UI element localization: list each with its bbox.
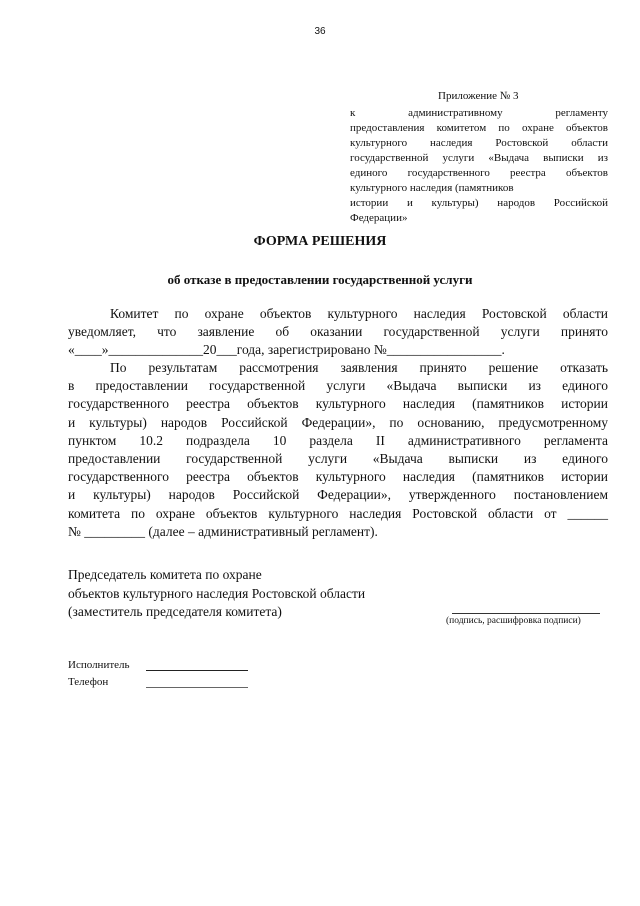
chairman-title-line: объектов культурного наследия Ростовской области: [68, 585, 366, 601]
appendix-line: культурного наследия (памятников: [350, 182, 514, 194]
refusal-paragraph: [68, 359, 608, 541]
paragraph-line: в предоставлении государственной услуги «Выдача выписки из единого: [68, 378, 608, 394]
paragraph-line: и культуры) народов Российской Федерации», утвержденного постановлением: [68, 487, 608, 503]
form-subtitle: об отказе в предоставлении государственной услуги: [167, 272, 473, 287]
paragraph-line: № _________ (далее – административный регламент).: [68, 523, 378, 539]
paragraph-line: «____»______________20___года, зарегистрировано №_________________.: [68, 342, 505, 358]
appendix-line: к административному регламенту: [350, 107, 608, 119]
paragraph-line: предоставлении государственной услуги «Выдача выписки из единого: [68, 451, 608, 467]
performer-label: Исполнитель: [68, 659, 130, 671]
form-title: ФОРМА РЕШЕНИЯ: [253, 234, 387, 249]
paragraph-line: уведомляет, что заявление об оказании государственной услуги принято: [68, 324, 608, 340]
signature-line: [452, 613, 600, 614]
paragraph-line: комитета по охране объектов культурного наследия Ростовской области от ______: [68, 505, 608, 521]
appendix-line: Федерации»: [350, 212, 408, 224]
appendix-title: Приложение № 3: [438, 90, 519, 102]
paragraph-line: государственного реестра объектов культурного наследия (памятников истории: [68, 396, 608, 412]
performer-field: [146, 660, 248, 671]
signature-caption: (подпись, расшифровка подписи): [446, 616, 581, 626]
chairman-block: [68, 566, 365, 622]
appendix-reference: [350, 106, 608, 226]
paragraph-line: пунктом 10.2 подраздела 10 раздела II административного регламента: [68, 432, 608, 448]
paragraph-line: государственного реестра объектов культурного наследия (памятников истории: [68, 469, 608, 485]
notice-paragraph: [68, 305, 608, 360]
appendix-line: культурного наследия Ростовской области: [350, 137, 608, 149]
page-number: 36: [314, 26, 326, 37]
paragraph-line: и культуры) народов Российской Федерации», по основанию, предусмотренному: [68, 414, 608, 430]
phone-label: Телефон: [68, 676, 109, 688]
appendix-line: единого государственного реестра объектов: [350, 167, 608, 179]
paragraph-line: По результатам рассмотрения заявления принято решение отказать: [110, 360, 608, 375]
chairman-title-line: Председатель комитета по охране: [68, 567, 262, 582]
performer-row: [68, 657, 248, 674]
appendix-line: истории и культуры) народов Российской: [350, 197, 608, 209]
appendix-line: предоставления комитетом по охране объектов: [350, 122, 608, 134]
chairman-title-line: (заместитель председателя комитета): [68, 604, 282, 619]
phone-field: [146, 677, 248, 688]
executor-block: [68, 657, 248, 691]
phone-row: [68, 674, 248, 691]
appendix-line: государственной услуги «Выдача выписки из: [350, 152, 608, 164]
paragraph-line: Комитет по охране объектов культурного наследия Ростовской области: [110, 306, 608, 321]
